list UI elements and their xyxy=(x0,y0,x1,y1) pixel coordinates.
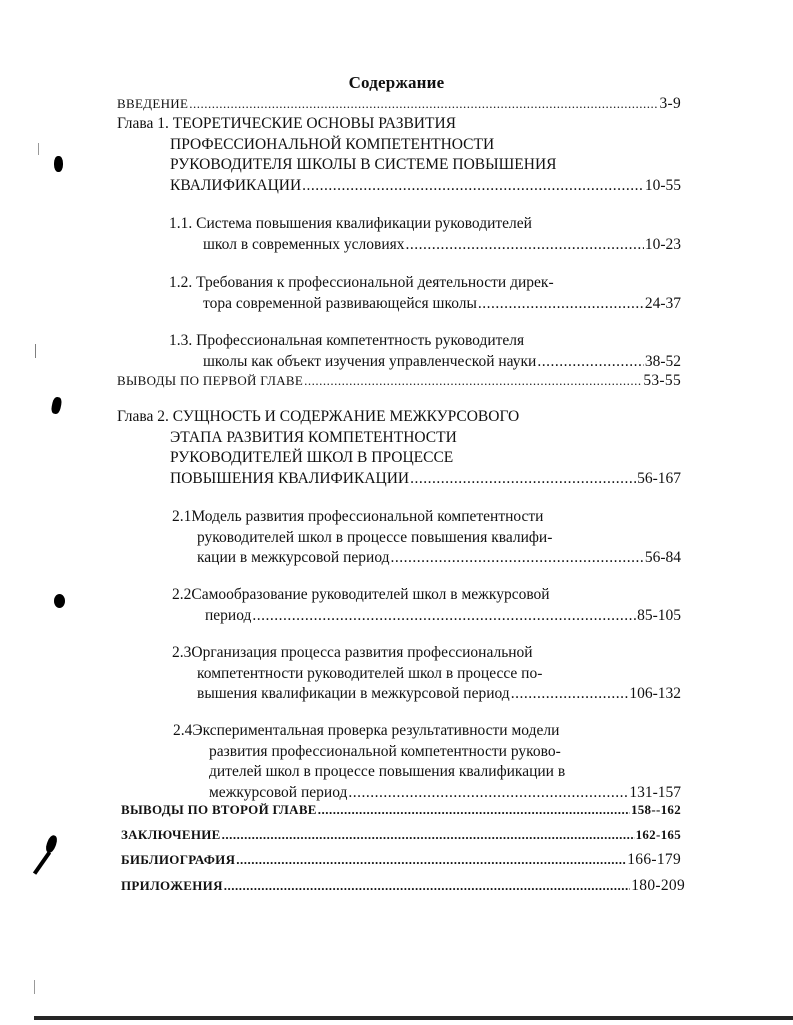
section-title-line: руководителей школ в процессе повышения квалифи- xyxy=(197,528,553,546)
section-title-line: вышения квалификации в межкурсовой период xyxy=(197,685,510,702)
section-title-line: кации в межкурсовой период xyxy=(197,549,390,566)
entry-label: ВВЕДЕНИЕ xyxy=(117,96,189,111)
toc-entry-section-2-3 xyxy=(117,643,681,705)
toc-entry-section-2-2 xyxy=(117,585,681,626)
leader-dots xyxy=(511,684,629,705)
leader-dots xyxy=(224,876,630,897)
chapter-title-line: ПРОФЕССИОНАЛЬНОЙ КОМПЕТЕНТНОСТИ xyxy=(170,135,495,153)
entry-pages: 166-179 xyxy=(627,851,681,868)
scan-binder-hole-mark xyxy=(33,851,51,875)
scan-binder-hole-mark xyxy=(54,594,65,608)
toc-entry-section-1-2 xyxy=(117,273,681,314)
entry-label: ВЫВОДЫ ПО ВТОРОЙ ГЛАВЕ xyxy=(121,802,317,817)
leader-dots xyxy=(304,371,642,392)
chapter-title-line: ПОВЫШЕНИЯ КВАЛИФИКАЦИИ xyxy=(170,469,410,487)
entry-pages: 180-209 xyxy=(631,877,685,894)
section-title-line: компетентности руководителей школ в процессе по- xyxy=(197,664,543,682)
section-title-line: 1.3. Профессиональная компетентность руководителя xyxy=(169,332,525,349)
section-title-line: межкурсовой период xyxy=(209,783,348,801)
leader-dots xyxy=(318,800,630,821)
toc-entry-section-1-1 xyxy=(117,214,681,255)
entry-pages: 24-37 xyxy=(644,294,681,312)
scan-edge-mark xyxy=(38,143,39,155)
entry-pages: 56-167 xyxy=(637,469,681,487)
section-title-line: дителей школ в процессе повышения квалификации в xyxy=(209,763,566,780)
toc-entry-section-2-4 xyxy=(117,721,681,803)
toc-entry-conclusion-2 xyxy=(121,800,681,821)
chapter-title-line: Глава 1. ТЕОРЕТИЧЕСКИЕ ОСНОВЫ РАЗВИТИЯ xyxy=(117,115,456,132)
chapter-title-line: РУКОВОДИТЕЛЕЙ ШКОЛ В ПРОЦЕССЕ xyxy=(170,449,454,466)
leader-dots xyxy=(391,548,644,569)
section-title-line: 2.2Самообразование руководителей школ в межкурсовой xyxy=(172,586,550,603)
section-title-line: 1.2. Требования к профессиональной деятельности дирек- xyxy=(169,274,554,291)
scan-binder-hole-mark xyxy=(50,396,62,414)
toc-entry-chapter-2 xyxy=(117,407,681,489)
section-title-line: развития профессиональной компетентности руково- xyxy=(209,742,561,760)
leader-dots xyxy=(406,235,644,256)
toc-entry-conclusion-1 xyxy=(117,371,681,392)
chapter-title-line: ЭТАПА РАЗВИТИЯ КОМПЕТЕНТНОСТИ xyxy=(170,428,457,446)
entry-pages: 56-84 xyxy=(644,549,681,566)
toc-entry-appendices xyxy=(121,876,685,897)
scan-binder-hole-mark xyxy=(54,156,63,172)
leader-dots xyxy=(537,352,644,373)
section-title-line: период xyxy=(205,606,252,624)
leader-dots xyxy=(410,469,636,490)
scan-edge-mark xyxy=(35,344,36,358)
leader-dots xyxy=(252,606,636,627)
chapter-title-line: РУКОВОДИТЕЛЯ ШКОЛЫ В СИСТЕМЕ ПОВЫШЕНИЯ xyxy=(170,156,557,173)
toc-entry-conclusion xyxy=(121,825,681,846)
toc-entry-chapter-1 xyxy=(117,114,681,196)
entry-pages: 38-52 xyxy=(644,352,681,370)
toc-entry-bibliography xyxy=(121,850,681,871)
section-title-line: тора современной развивающейся школы xyxy=(203,294,477,312)
entry-pages: 158--162 xyxy=(630,802,681,817)
entry-label: БИБЛИОГРАФИЯ xyxy=(121,852,236,867)
entry-label: ВЫВОДЫ ПО ПЕРВОЙ ГЛАВЕ xyxy=(117,373,304,388)
leader-dots xyxy=(478,294,644,315)
entry-pages: 85-105 xyxy=(637,606,681,624)
entry-pages: 131-157 xyxy=(629,783,681,801)
section-title-line: школы как объект изучения управленческой науки xyxy=(203,352,537,370)
section-title-line: 2.3Организация процесса развития профессиональной xyxy=(172,644,533,661)
section-title-line: школ в современных условиях xyxy=(203,235,405,253)
scan-edge-mark xyxy=(34,980,35,994)
entry-pages: 10-23 xyxy=(644,235,681,253)
entry-pages: 106-132 xyxy=(629,685,681,702)
leader-dots xyxy=(222,825,635,846)
entry-label: ПРИЛОЖЕНИЯ xyxy=(121,878,223,893)
scan-bottom-edge xyxy=(34,1016,793,1020)
entry-pages: 162-165 xyxy=(635,827,681,842)
toc-entry-section-1-3 xyxy=(117,331,681,372)
page-title: Содержание xyxy=(348,73,445,92)
chapter-title-line: КВАЛИФИКАЦИИ xyxy=(170,176,302,194)
section-title-line: 2.4Экспериментальная проверка результативности модели xyxy=(173,722,560,739)
entry-pages: 53-55 xyxy=(643,372,681,389)
entry-label: ЗАКЛЮЧЕНИЕ xyxy=(121,827,221,842)
toc-entry-intro xyxy=(117,94,681,115)
leader-dots xyxy=(302,176,644,197)
section-title-line: 2.1Модель развития профессиональной компетентности xyxy=(172,508,544,525)
entry-pages: 10-55 xyxy=(644,176,681,194)
entry-pages: 3-9 xyxy=(659,95,681,112)
leader-dots xyxy=(236,850,626,871)
section-title-line: 1.1. Система повышения квалификации руководителей xyxy=(169,215,532,232)
leader-dots xyxy=(189,94,658,115)
toc-entry-section-2-1 xyxy=(117,507,681,569)
chapter-title-line: Глава 2. СУЩНОСТЬ И СОДЕРЖАНИЕ МЕЖКУРСОВОГО xyxy=(117,408,520,425)
